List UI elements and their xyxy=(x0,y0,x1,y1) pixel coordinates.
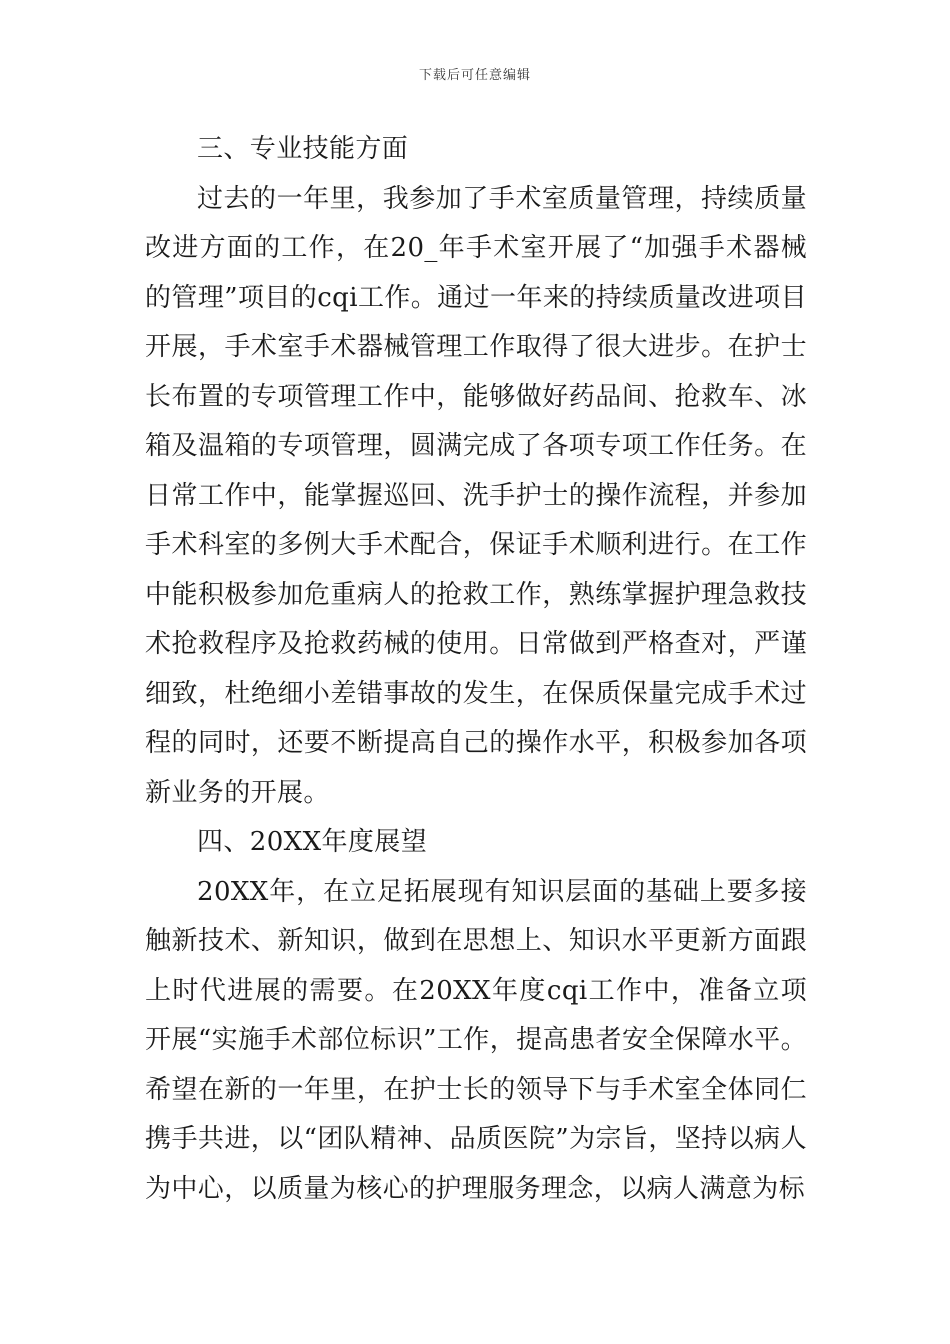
section-heading-outlook: 四、20XX年度展望 xyxy=(197,827,428,857)
section-heading-skills: 三、专业技能方面 xyxy=(197,134,409,164)
page-header-note: 下载后可任意编辑 xyxy=(418,68,531,83)
section-paragraph-outlook: 20XX年，在立足拓展现有知识层面的基础上要多接触新技术、新知识，做到在思想上、知识水平更新方面跟上时代进展的需要。在20XX年度cqi工作中，准备立项开展“实施手术部位标识”工作，提高患者安全保障水平。希望在新的一年里，在护士长的领导下与手术室全体同仁携手共进，以“团队精神、品质医院”为宗旨，坚持以病人为中心，以质量为核心的护理服务理念，以病人满意为标 xyxy=(145,876,807,1204)
document-body xyxy=(145,125,807,1214)
section-paragraph-skills: 过去的一年里，我参加了手术室质量管理，持续质量改进方面的工作，在20_年手术室开展了“加强手术器械的管理”项目的cqi工作。通过一年来的持续质量改进项目开展，手术室手术器械管理工作取得了很大进步。在护士长布置的专项管理工作中，能够做好药品间、抢救车、冰箱及温箱的专项管理，圆满完成了各项专项工作任务。在日常工作中，能掌握巡回、洗手护士的操作流程，并参加手术科室的多例大手术配合，保证手术顺利进行。在工作中能积极参加危重病人的抢救工作，熟练掌握护理急救技术抢救程序及抢救药械的使用。日常做到严格查对，严谨细致，杜绝细小差错事故的发生，在保质保量完成手术过程的同时，还要不断提高自己的操作水平，积极参加各项新业务的开展。 xyxy=(145,183,807,808)
